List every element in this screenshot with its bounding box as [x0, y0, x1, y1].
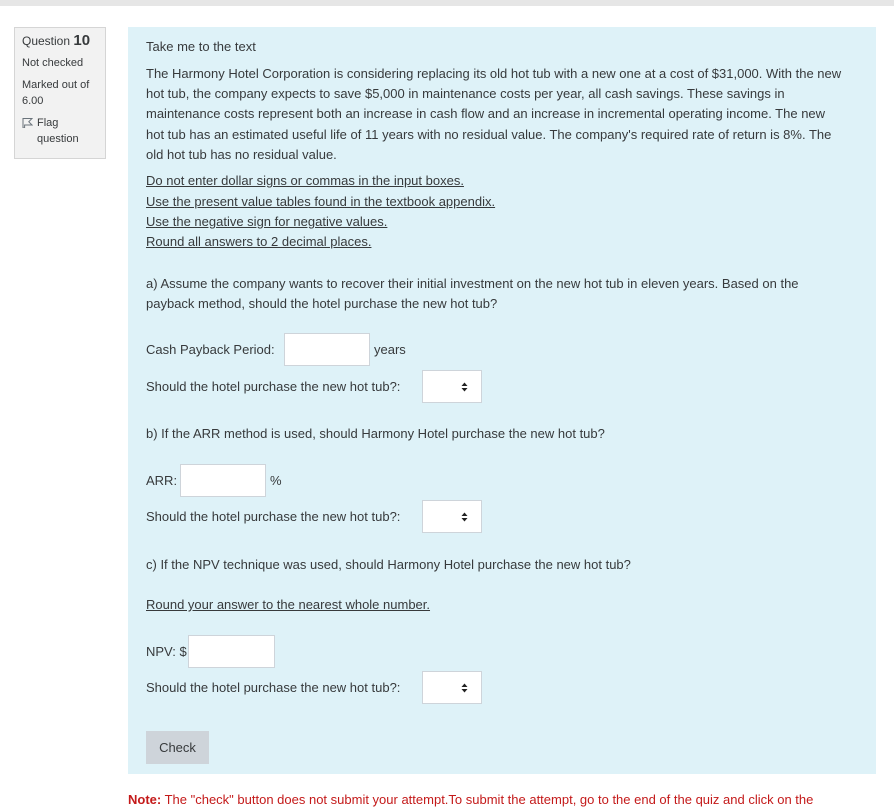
- arr-input[interactable]: [180, 464, 266, 497]
- cash-payback-unit: years: [374, 342, 406, 357]
- npv-input[interactable]: [188, 635, 275, 668]
- cash-payback-label: Cash Payback Period:: [146, 342, 275, 357]
- question-label: Question: [22, 34, 71, 48]
- arr-unit: %: [270, 473, 282, 488]
- note-text: The "check" button does not submit your attempt.To submit the attempt, go to the end of the quiz and click on the: [161, 792, 814, 807]
- instruction-pv-tables: Use the present value tables found in the textbook appendix.: [146, 194, 496, 209]
- instruction-no-dollar-signs: Do not enter dollar signs or commas in the input boxes.: [146, 173, 464, 188]
- flag-icon: [22, 118, 33, 128]
- question-info-panel: [14, 27, 106, 159]
- purchase-select-c[interactable]: [422, 671, 482, 704]
- purchase-label-b: Should the hotel purchase the new hot tub?:: [146, 509, 401, 524]
- check-button[interactable]: Check: [146, 731, 209, 764]
- flag-question-link[interactable]: [22, 115, 98, 147]
- part-c-prompt: c) If the NPV technique was used, should Harmony Hotel purchase the new hot tub?: [146, 557, 631, 572]
- part-c-round-note: Round your answer to the nearest whole number.: [146, 597, 431, 612]
- part-a-prompt: a) Assume the company wants to recover their initial investment on the new hot tub in eleven years. Based on the payback method, should the hotel purchase the new hot tub?: [146, 276, 799, 312]
- submit-note: [128, 792, 813, 807]
- part-b-prompt: b) If the ARR method is used, should Harmony Hotel purchase the new hot tub?: [146, 426, 605, 441]
- question-intro: The Harmony Hotel Corporation is considering replacing its old hot tub with a new one at a cost of $31,000. With the new hot tub, the company expects to save $5,000 in maintenance costs per year, all cash savings. These savings in maintenance costs represent both an increase in cash flow and an increase in incremental operating income. The new hot tub has an estimated useful life of 11 years with no residual value. The company's required rate of return is 8%. The old hot tub has no residual value.: [146, 66, 842, 162]
- question-number-value: 10: [73, 32, 91, 49]
- instruction-negative-sign: Use the negative sign for negative values.: [146, 214, 388, 229]
- question-content: [128, 27, 876, 774]
- flag-question-label: Flag question: [37, 117, 79, 145]
- select-arrows-icon: [461, 381, 468, 393]
- select-arrows-icon: [461, 682, 468, 694]
- note-label: Note:: [128, 792, 162, 807]
- question-status: Not checked: [22, 57, 84, 69]
- top-bar: [0, 0, 894, 6]
- purchase-label-c: Should the hotel purchase the new hot tub?:: [146, 680, 401, 695]
- instruction-round: Round all answers to 2 decimal places.: [146, 234, 372, 249]
- purchase-label-a: Should the hotel purchase the new hot tub?:: [146, 379, 401, 394]
- purchase-select-b[interactable]: [422, 500, 482, 533]
- text-link[interactable]: Take me to the text: [146, 39, 256, 54]
- cash-payback-input[interactable]: [284, 333, 370, 366]
- arr-label: ARR:: [146, 473, 178, 488]
- npv-label: NPV: $: [146, 644, 187, 659]
- question-number: [22, 33, 98, 49]
- question-grade: Marked out of 6.00: [22, 79, 90, 107]
- purchase-select-a[interactable]: [422, 370, 482, 403]
- select-arrows-icon: [461, 511, 468, 523]
